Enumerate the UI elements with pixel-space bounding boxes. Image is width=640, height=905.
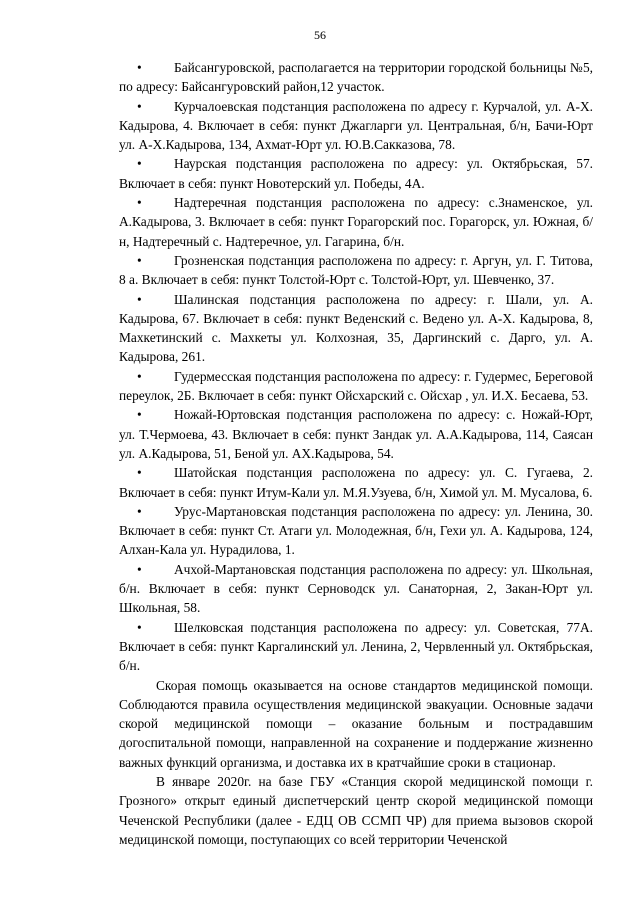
- bullet-icon: •: [137, 619, 142, 635]
- list-item-text: Надтеречная подстанция расположена по адресу: с.Знаменское, ул. А.Кадырова, 3. Включает в себя: пункт Горагорский пос. Горагорск, ул. Южная, б/н, Надтеречный с. Надтеречное, ул. Гагарина, б/н.: [119, 195, 593, 249]
- list-item-text: Ножай-Юртовская подстанция расположена по адресу: с. Ножай-Юрт, ул. Т.Чермоева, 43. Включает в себя: пункт Зандак ул. А.А.Кадырова, 114, Саясан ул. А.Кадырова, 51, Беной ул. АХ.Кадырова, 54.: [119, 407, 593, 461]
- list-item-text: Курчалоевская подстанция расположена по адресу г. Курчалой, ул. А-Х. Кадырова, 4. Включает в себя: пункт Джагларги ул. Центральная, б/н, Бачи-Юрт ул. А-Х.Кадырова, 134, Ахмат-Юрт ул. Ю.В.Сакказова, 78.: [119, 98, 593, 153]
- bullet-icon: •: [137, 252, 142, 268]
- list-item-text: Гудермесская подстанция расположена по адресу: г. Гудермес, Береговой переулок, 2Б. Включает в себя: пункт Ойсхарский с. Ойсхар , ул. И.Х. Бесаева, 53.: [119, 368, 593, 404]
- list-item-text: Шалинская подстанция расположена по адресу: г. Шали, ул. А. Кадырова, 67. Включает в себя: пункт Веденский с. Ведено ул. А-Х. Кадырова, 8, Махкетинский с. Махкеты ул. Колхозная, 35, Даргинский с. Дарго, ул. А. Кадырова, 261.: [119, 291, 593, 365]
- list-item: [119, 560, 593, 618]
- list-item: [119, 58, 593, 97]
- list-item: [119, 618, 593, 676]
- list-item-text: Шатойская подстанция расположена по адресу: ул. С. Гугаева, 2. Включает в себя: пункт Итум-Кали ул. М.Я.Узуева, б/н, Химой ул. М. Мусалова, 6.: [119, 465, 593, 500]
- list-item: [119, 367, 593, 406]
- substation-list: [119, 58, 593, 676]
- list-item-text: Грозненская подстанция расположена по адресу: г. Аргун, ул. Г. Титова, 8 а. Включает в себя: пункт Толстой-Юрт с. Толстой-Юрт, ул. Шевченко, 37.: [119, 252, 593, 288]
- bullet-icon: •: [137, 407, 142, 423]
- list-item: [119, 405, 593, 463]
- list-item: [119, 193, 593, 251]
- page-content: [119, 58, 593, 849]
- list-item: [119, 97, 593, 155]
- list-item: [119, 290, 593, 367]
- bullet-icon: •: [137, 465, 142, 481]
- list-item-text: Урус-Мартановская подстанция расположена по адресу: ул. Ленина, 30. Включает в себя: пункт Ст. Атаги ул. Молодежная, б/н, Гехи ул. А. Кадырова, 124, Алхан-Кала ул. Нурадилова, 1.: [119, 503, 593, 558]
- bullet-icon: •: [137, 561, 142, 577]
- list-item-text: Ачхой-Мартановская подстанция расположена по адресу: ул. Школьная, б/н. Включает в себя: пункт Серноводск ул. Санаторная, 2, Закан-Юрт ул. Школьная, 58.: [119, 561, 593, 616]
- bullet-icon: •: [137, 291, 142, 307]
- bullet-icon: •: [137, 156, 142, 172]
- list-item-text: Байсангуровской, располагается на территории городской больницы №5, по адресу: Байсангуровский район,12 участок.: [119, 60, 593, 95]
- list-item: [119, 251, 593, 290]
- list-item-text: Шелковская подстанция расположена по адресу: ул. Советская, 77А. Включает в себя: пункт Каргалинский ул. Ленина, 2, Червленный ул. Октябрьская, б/н.: [119, 619, 593, 674]
- bullet-icon: •: [137, 503, 142, 519]
- body-paragraph: Скорая помощь оказывается на основе стандартов медицинской помощи. Соблюдаются правила осуществления медицинской эвакуации. Основные задачи скорой медицинской помощи – оказание больным и пострадавшим догоспитальной помощи, направленной на сохранение и поддержание жизненно важных функций организма, и доставка их в кратчайшие сроки в стационар.: [119, 677, 593, 770]
- bullet-icon: •: [137, 60, 142, 75]
- list-item-text: Наурская подстанция расположена по адресу: ул. Октябрьская, 57. Включает в себя: пункт Новотерский ул. Победы, 4А.: [119, 156, 593, 191]
- page-number: 56: [314, 28, 326, 42]
- body-paragraph: В январе 2020г. на базе ГБУ «Станция скорой медицинской помощи г. Грозного» открыт единый диспетчерский центр скорой медицинской помощи Чеченской Республики (далее - ЕДЦ ОВ ССМП ЧР) для приема вызовов скорой медицинской помощи, поступающих со всей территории Чеченской: [119, 773, 593, 847]
- bullet-icon: •: [137, 195, 142, 211]
- bullet-icon: •: [137, 368, 142, 384]
- list-item: [119, 154, 593, 193]
- list-item: [119, 463, 593, 502]
- list-item: [119, 502, 593, 560]
- bullet-icon: •: [137, 98, 142, 114]
